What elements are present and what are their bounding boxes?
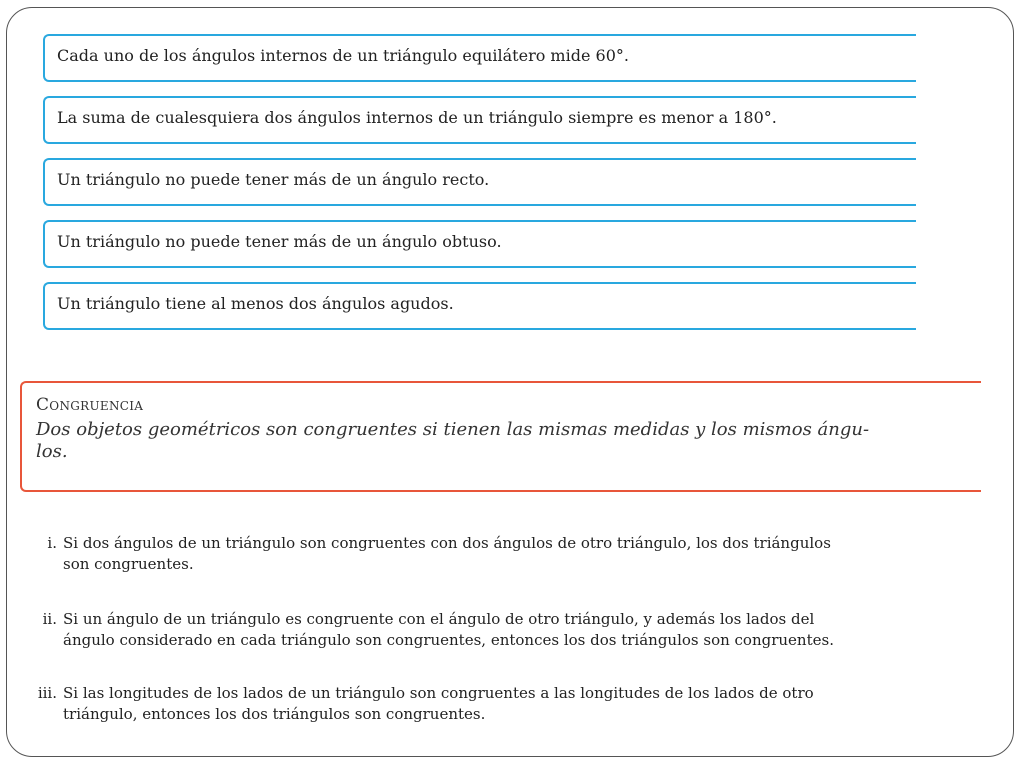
statement-text: La suma de cualesquiera dos ángulos internos de un triángulo siempre es menor a 180°. <box>57 108 777 127</box>
definition-line: los. <box>36 441 68 462</box>
definition-title: Congruencia <box>36 395 144 415</box>
statement-text: Un triángulo no puede tener más de un ángulo recto. <box>57 170 490 189</box>
statement-text: Un triángulo tiene al menos dos ángulos agudos. <box>57 294 454 313</box>
definition-box <box>20 381 981 492</box>
list-line: Si un ángulo de un triángulo es congruente con el ángulo de otro triángulo, y además los lados del <box>63 610 815 628</box>
statement-box <box>43 282 916 330</box>
statement-text: Cada uno de los ángulos internos de un triángulo equilátero mide 60°. <box>57 46 629 65</box>
list-marker: iii. <box>37 684 57 702</box>
statement-box <box>43 96 916 144</box>
list-text <box>63 533 951 575</box>
list-text <box>63 609 951 651</box>
list-line: ángulo considerado en cada triángulo son congruentes, entonces los dos triángulos son congruentes. <box>63 631 834 649</box>
list-line: triángulo, entonces los dos triángulos son congruentes. <box>63 705 486 723</box>
list-marker: ii. <box>42 610 57 628</box>
statement-text: Un triángulo no puede tener más de un ángulo obtuso. <box>57 232 502 251</box>
list-line: Si las longitudes de los lados de un triángulo son congruentes a las longitudes de los lados de otro <box>63 684 814 702</box>
statement-box <box>43 158 916 206</box>
slide-frame <box>6 7 1014 757</box>
statement-box <box>43 34 916 82</box>
definition-line: Dos objetos geométricos son congruentes si tienen las mismas medidas y los mismos ángu- <box>36 419 870 440</box>
list-line: son congruentes. <box>63 555 194 573</box>
definition-body <box>36 419 961 463</box>
list-line: Si dos ángulos de un triángulo son congruentes con dos ángulos de otro triángulo, los dos triángulos <box>63 534 831 552</box>
statement-box <box>43 220 916 268</box>
list-marker: i. <box>47 534 57 552</box>
list-text <box>63 683 951 725</box>
